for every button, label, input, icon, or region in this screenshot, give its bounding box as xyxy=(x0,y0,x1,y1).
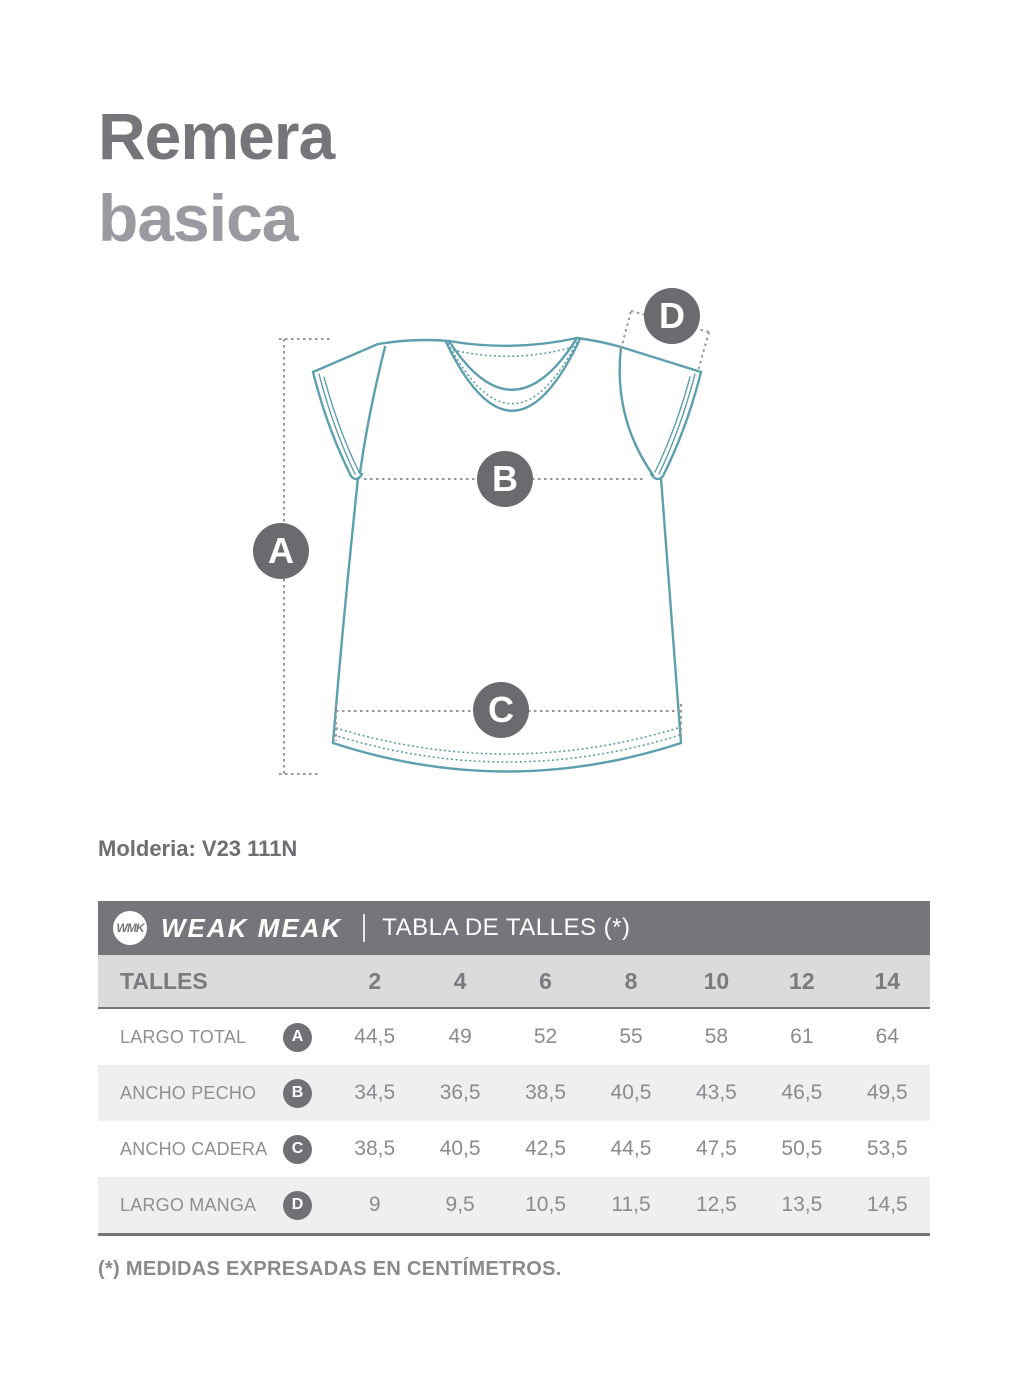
molderia-code: Molderia: V23 111N xyxy=(98,836,298,861)
measurement-value: 14,5 xyxy=(866,1193,908,1216)
measurement-value: 46,5 xyxy=(781,1081,823,1104)
measure-d-line-3 xyxy=(698,332,709,371)
measure-d-line-1 xyxy=(621,311,631,349)
sleeve-left-hem-stitch-1 xyxy=(319,374,355,474)
measurement-value: 11,5 xyxy=(611,1193,651,1216)
measurement-value: 58 xyxy=(704,1025,729,1048)
row-badge-b: B xyxy=(283,1079,312,1108)
row-label: ANCHO CADERA xyxy=(120,1138,268,1159)
sleeve-right-hem-stitch-1 xyxy=(659,374,695,474)
size-column-header-14: 14 xyxy=(874,967,901,994)
sleeve-right-outer-edge xyxy=(663,372,701,476)
diagram-badge-d xyxy=(644,288,700,344)
row-header-cell xyxy=(98,1079,332,1108)
row-header-cell xyxy=(98,1191,332,1220)
measurement-value: 44,5 xyxy=(610,1137,652,1160)
table-title: TABLA DE TALLES (*) xyxy=(382,914,631,941)
size-column-header-10: 10 xyxy=(703,967,730,994)
row-badge-c: C xyxy=(283,1135,312,1164)
body-left-side xyxy=(333,478,358,743)
page-title-line2: basica xyxy=(98,181,298,255)
row-badge-d: D xyxy=(283,1191,312,1220)
measurement-value: 55 xyxy=(619,1025,643,1048)
badge-c-letter: C xyxy=(488,689,514,730)
table-row-largo-manga xyxy=(98,1177,930,1233)
measurement-value: 61 xyxy=(790,1025,814,1048)
sleeve-left-underarm xyxy=(351,474,362,479)
collar-front-outer-edge xyxy=(446,339,580,411)
table-row-ancho-cadera xyxy=(98,1121,930,1177)
measurement-value: 47,5 xyxy=(695,1137,737,1160)
measurement-value: 34,5 xyxy=(354,1081,396,1104)
row-header-cell xyxy=(98,1135,332,1164)
table-row-largo-total xyxy=(98,1009,930,1065)
measurement-value: 64 xyxy=(875,1025,899,1048)
collar-back-edge xyxy=(449,338,577,346)
measurement-value: 38,5 xyxy=(354,1137,396,1160)
measurement-value: 38,5 xyxy=(525,1081,566,1104)
badge-a-letter: A xyxy=(268,530,294,571)
page-title xyxy=(98,95,334,259)
measurement-value: 53,5 xyxy=(866,1137,908,1160)
sleeve-right-seam xyxy=(620,347,653,475)
measurement-value: 44,5 xyxy=(354,1025,396,1048)
size-column-header-2: 2 xyxy=(368,967,382,994)
collar-back-stitch xyxy=(453,347,573,356)
tshirt-measurement-diagram xyxy=(250,283,740,783)
diagram-badge-b xyxy=(477,451,533,507)
badge-b-letter: B xyxy=(492,458,518,499)
brand-name: WEAK MEAK xyxy=(161,912,343,943)
measurement-value: 12,5 xyxy=(695,1193,737,1216)
brand-monogram: WMK xyxy=(116,921,144,935)
tshirt-top-edge-right xyxy=(577,338,701,372)
row-label: ANCHO PECHO xyxy=(120,1082,257,1103)
diagram-badge-a xyxy=(253,523,309,579)
sleeve-left-outer-edge xyxy=(313,372,351,476)
row-badge-a: A xyxy=(283,1023,312,1052)
measurement-value: 36,5 xyxy=(439,1081,481,1104)
size-column-header-8: 8 xyxy=(624,967,638,994)
brand-logo-icon xyxy=(113,911,147,945)
body-right-side xyxy=(661,478,681,743)
size-table xyxy=(98,901,930,1236)
measurement-value: 42,5 xyxy=(525,1137,566,1160)
measurement-value: 40,5 xyxy=(610,1081,652,1104)
page-title-line1: Remera xyxy=(98,99,335,173)
hem-bottom-edge xyxy=(333,743,681,772)
measurement-value: 10,5 xyxy=(525,1193,566,1216)
measurement-value: 9,5 xyxy=(445,1193,475,1216)
sizes-header-row xyxy=(98,955,930,1009)
measurement-badges xyxy=(253,288,700,738)
size-column-header-6: 6 xyxy=(539,967,552,994)
size-column-header-12: 12 xyxy=(789,967,815,994)
row-header-cell xyxy=(98,1023,332,1052)
measurement-value: 43,5 xyxy=(695,1081,737,1104)
table-row-ancho-pecho xyxy=(98,1065,930,1121)
measurement-value: 40,5 xyxy=(439,1137,481,1160)
sizes-header-label: TALLES xyxy=(120,967,208,994)
measurement-value: 13,5 xyxy=(781,1193,823,1216)
units-footnote: (*) MEDIDAS EXPRESADAS EN CENTÍMETROS. xyxy=(98,1258,562,1280)
measurement-value: 50,5 xyxy=(781,1137,823,1160)
size-column-header-4: 4 xyxy=(453,967,467,994)
measurement-value: 49,5 xyxy=(866,1081,908,1104)
diagram-badge-c xyxy=(473,682,529,738)
badge-d-letter: D xyxy=(659,295,685,336)
row-label: LARGO TOTAL xyxy=(120,1026,247,1047)
measurement-value: 52 xyxy=(533,1025,558,1048)
measurement-value: 49 xyxy=(448,1025,472,1048)
sleeve-left-seam xyxy=(360,347,385,473)
collar-front-stitch xyxy=(448,340,578,404)
header-divider xyxy=(363,914,365,942)
table-header-bar xyxy=(98,901,930,955)
measurement-value: 9 xyxy=(368,1193,381,1216)
row-label: LARGO MANGA xyxy=(120,1194,257,1215)
